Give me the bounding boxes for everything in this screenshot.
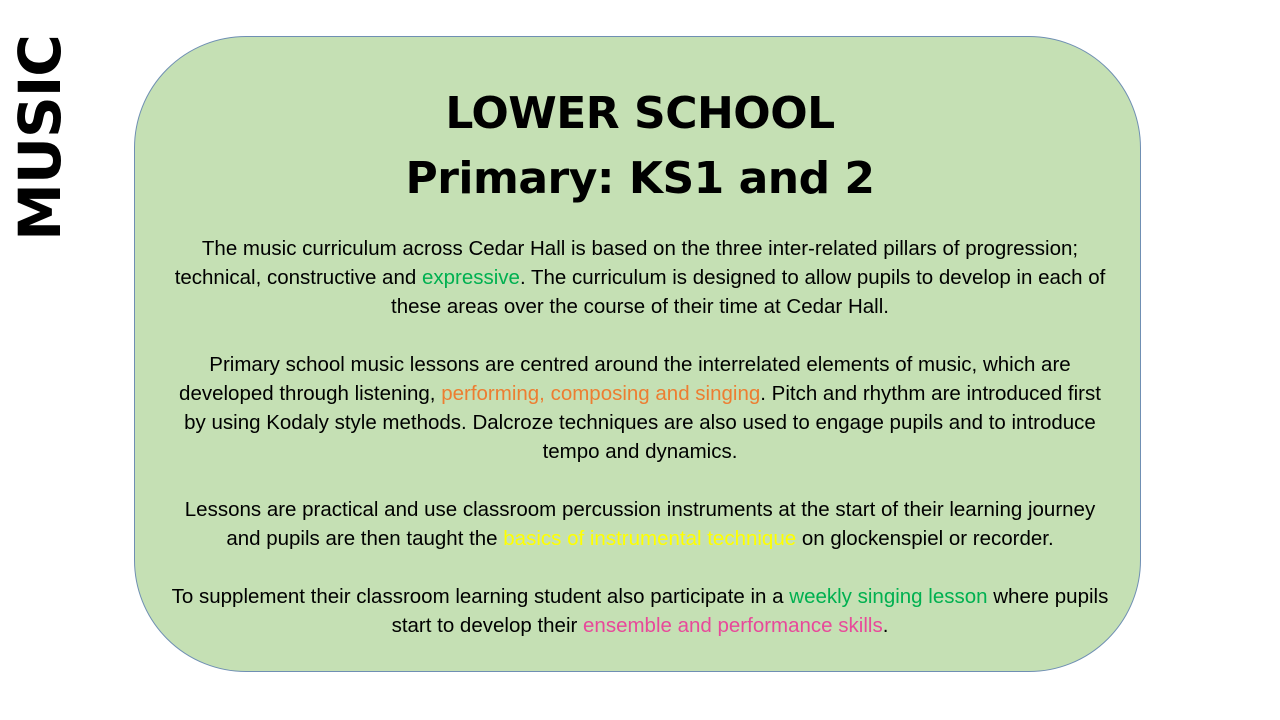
paragraph-text: The music curriculum across Cedar Hall is based on the three inter-related pillars of progression; technical, constructive and [174,237,1079,289]
title-line-2: Primary: KS1 and 2 [405,153,875,204]
highlight-ensemble: ensemble and performance skills [583,614,883,637]
highlight-singing: weekly singing lesson [789,585,988,608]
highlight-expressive: expressive [421,266,520,289]
body-text [170,234,1110,669]
page-title [0,82,1280,212]
paragraph-text: . Pitch and rhythm are introduced first by using Kodaly style methods. Dalcroze techniques are also used to engage pupils and to introduce tempo and dynamics. [184,382,1101,463]
paragraph-text: Lessons are practical and use classroom percussion instruments at the start of their learning journey and pupils are then taught the [184,498,1096,550]
paragraph-text: To supplement their classroom learning student also participate in a [171,585,790,608]
highlight-performing: performing, composing and singing [441,382,761,405]
side-title-text: MUSIC [6,35,74,241]
paragraph-text: Primary school music lessons are centred around the interrelated elements of music, which are developed through listening, [179,353,1071,405]
paragraph-practical [170,495,1110,553]
paragraph-lessons [170,350,1110,466]
paragraph-text: on glockenspiel or recorder. [796,527,1054,550]
paragraph-text: where pupils start to develop their [391,585,1109,637]
paragraph-curriculum [170,234,1110,321]
title-line-1: LOWER SCHOOL [445,88,835,139]
paragraph-text: . The curriculum is designed to allow pupils to develop in each of these areas over the course of their time at Cedar Hall. [391,266,1106,318]
paragraph-singing [170,582,1110,640]
paragraph-text: . [882,614,889,637]
highlight-instrumental: basics of instrumental technique [503,527,797,550]
